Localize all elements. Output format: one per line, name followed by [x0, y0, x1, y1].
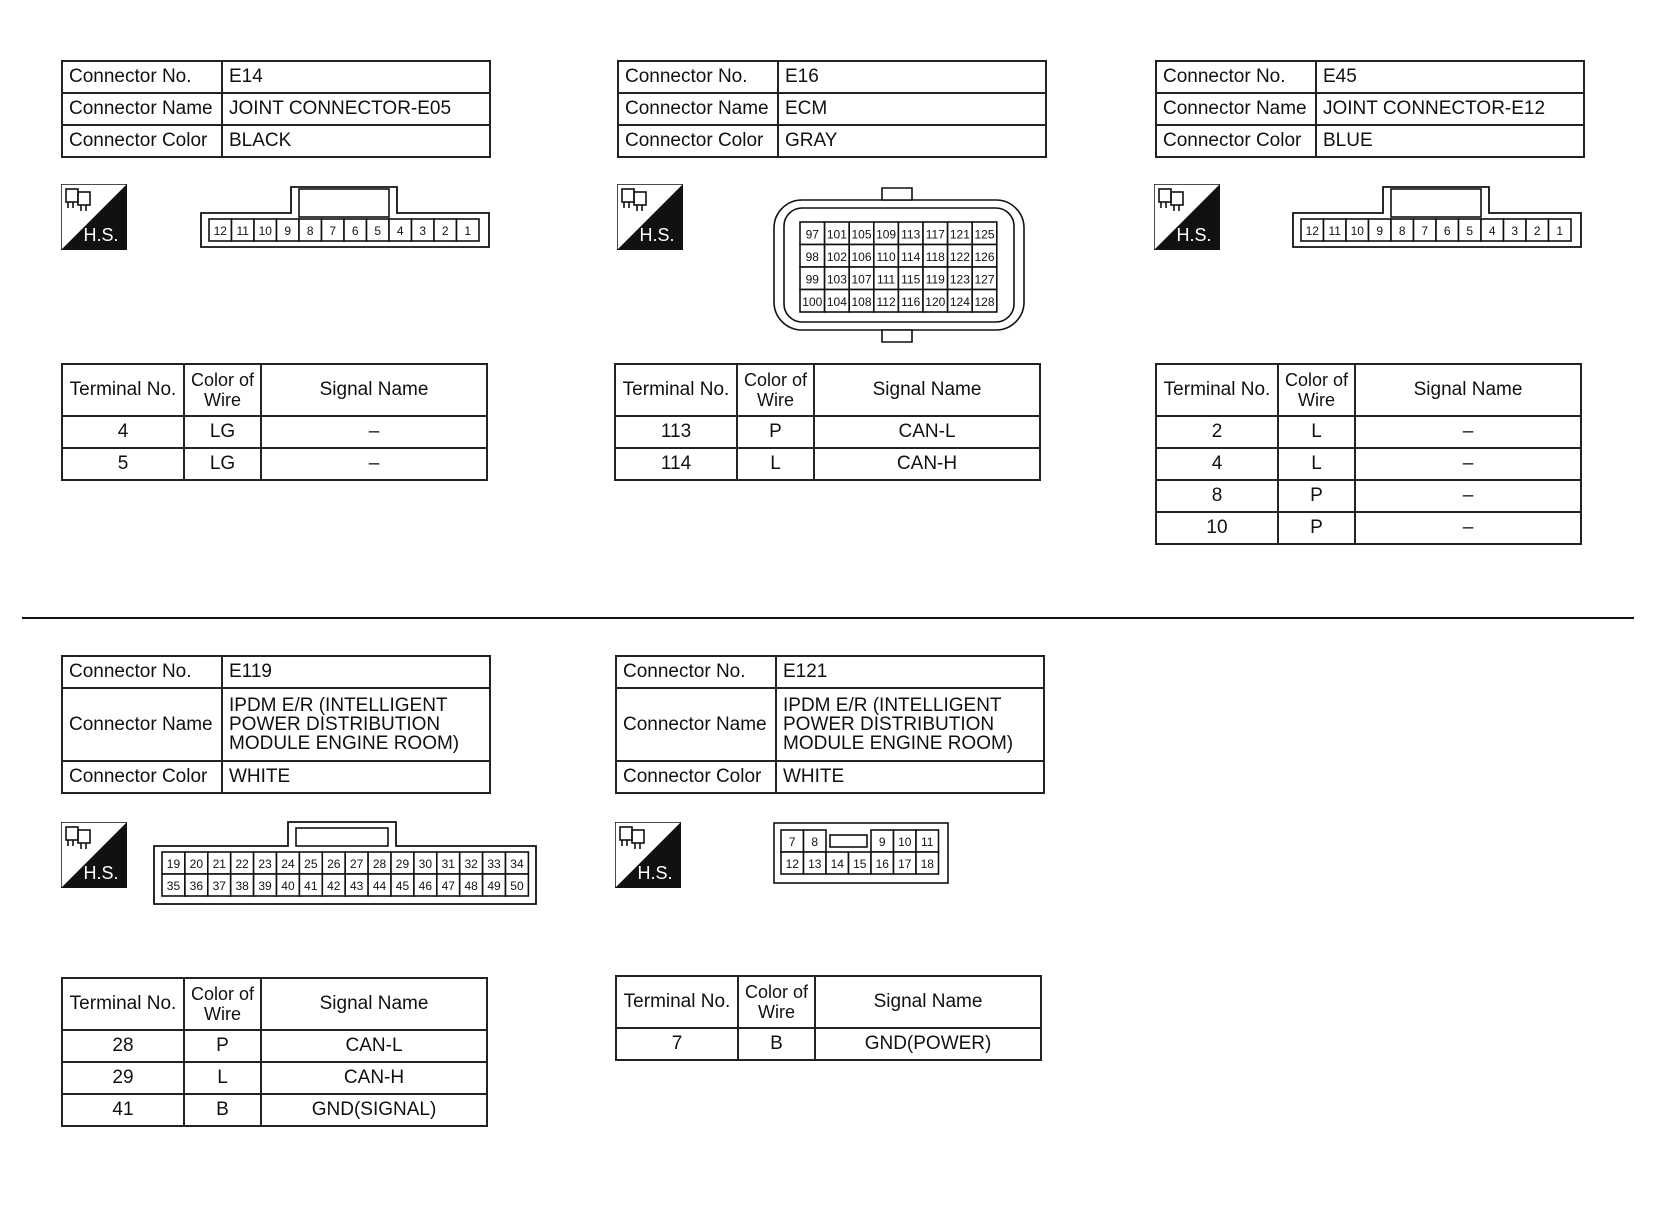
connector-color-label: Connector Color	[618, 125, 778, 157]
pin-number: 45	[395, 879, 410, 893]
pin-number: 114	[901, 249, 921, 264]
table-row: 8 P –	[1156, 480, 1581, 512]
pin-number: 24	[281, 857, 295, 871]
connector-name-label: Connector Name	[1156, 93, 1316, 125]
pin-number: 47	[441, 879, 455, 893]
pin-number: 22	[235, 857, 249, 871]
pin-number: 103	[826, 272, 847, 287]
pin-number: 33	[487, 857, 501, 871]
connector-color-value: BLACK	[222, 125, 490, 157]
connector-name-label: Connector Name	[62, 93, 222, 125]
pin-number: 10	[258, 224, 272, 238]
pin-number: 3	[1511, 224, 1519, 238]
pin-number: 48	[464, 879, 478, 893]
terminal-no-header: Terminal No.	[615, 364, 737, 416]
pin-number: 43	[349, 879, 364, 893]
pin-number: 20	[189, 857, 204, 871]
pin-number: 5	[374, 224, 382, 238]
pin-number: 120	[925, 294, 946, 309]
signal-name-header: Signal Name	[814, 364, 1040, 416]
connector-info-table	[61, 655, 491, 794]
table-row: 2 L –	[1156, 416, 1581, 448]
connector-info-table	[615, 655, 1045, 794]
pin-number: 27	[349, 857, 364, 871]
pin-number: 5	[1466, 224, 1474, 238]
table-row: 29 L CAN-H	[62, 1062, 487, 1094]
pin-number: 46	[418, 879, 433, 893]
pin-number: 21	[212, 857, 226, 871]
pin-number: 9	[1376, 224, 1384, 238]
connector-no-label: Connector No.	[1156, 61, 1316, 93]
harness-side-icon	[1154, 184, 1220, 250]
pin-number: 127	[974, 272, 995, 287]
pin-number: 102	[826, 249, 847, 264]
terminal-no-header: Terminal No.	[62, 364, 184, 416]
connector-name-value: JOINT CONNECTOR-E12	[1316, 93, 1584, 125]
terminal-no-header: Terminal No.	[616, 976, 738, 1028]
connector-no-value: E121	[776, 656, 1044, 688]
connector-name-value: JOINT CONNECTOR-E05	[222, 93, 490, 125]
pin-number: 19	[166, 857, 181, 871]
pin-number: 98	[805, 249, 819, 264]
terminal-no-header: Terminal No.	[62, 978, 184, 1030]
pin-number: 4	[396, 224, 404, 238]
signal-name-header: Signal Name	[261, 364, 487, 416]
connector-no-label: Connector No.	[618, 61, 778, 93]
pin-number: 8	[1398, 224, 1406, 238]
signal-name-header: Signal Name	[1355, 364, 1581, 416]
wire-color-header: Color of Wire	[184, 364, 261, 416]
hs-label: H.S.	[83, 863, 119, 883]
pin-number: 17	[898, 857, 912, 871]
pin-number: 37	[212, 879, 226, 893]
pin-number: 32	[464, 857, 478, 871]
pin-number: 12	[785, 857, 799, 871]
connector-face-e45	[1293, 185, 1583, 249]
connector-color-label: Connector Color	[62, 761, 222, 793]
table-row: 28 P CAN-L	[62, 1030, 487, 1062]
pin-number: 39	[258, 879, 272, 893]
pin-number: 6	[351, 224, 359, 238]
pin-number: 125	[974, 227, 995, 242]
pin-number: 108	[851, 294, 872, 309]
pin-number: 104	[826, 294, 847, 309]
pin-number: 1	[1556, 224, 1564, 238]
table-row: 7 B GND(POWER)	[616, 1028, 1041, 1060]
terminal-table	[61, 977, 488, 1127]
terminal-table	[615, 975, 1042, 1061]
pin-number: 109	[876, 227, 897, 242]
pin-number: 100	[802, 294, 823, 309]
pin-number: 11	[921, 835, 934, 849]
pin-number: 23	[258, 857, 272, 871]
pin-number: 7	[1421, 224, 1429, 238]
connector-no-value: E45	[1316, 61, 1584, 93]
table-row: 114 L CAN-H	[615, 448, 1040, 480]
wire-color-header: Color of Wire	[737, 364, 814, 416]
pin-number: 112	[876, 294, 896, 309]
table-row: 41 B GND(SIGNAL)	[62, 1094, 487, 1126]
wire-color-header: Color of Wire	[1278, 364, 1355, 416]
pin-number: 106	[851, 249, 872, 264]
pin-number: 18	[920, 857, 934, 871]
pin-number: 113	[901, 227, 921, 242]
section-divider	[22, 617, 1634, 619]
pin-number: 11	[236, 224, 249, 238]
pin-number: 101	[826, 227, 847, 242]
connector-info-table	[61, 60, 491, 158]
connector-no-value: E16	[778, 61, 1046, 93]
connector-face-e121	[773, 822, 949, 884]
pin-number: 7	[788, 835, 796, 849]
harness-side-icon	[615, 822, 681, 888]
pin-number: 7	[329, 224, 337, 238]
pin-number: 12	[213, 224, 227, 238]
pin-number: 8	[306, 224, 314, 238]
pin-number: 2	[1533, 224, 1541, 238]
pin-number: 50	[510, 879, 524, 893]
pin-number: 9	[284, 224, 292, 238]
connector-key	[830, 835, 867, 847]
pin-number: 15	[853, 857, 867, 871]
connector-info-table	[1155, 60, 1585, 158]
connector-color-value: GRAY	[778, 125, 1046, 157]
pin-number: 122	[949, 249, 970, 264]
pin-number: 49	[487, 879, 501, 893]
pin-number: 116	[901, 294, 921, 309]
pin-number: 97	[805, 227, 819, 242]
connector-color-label: Connector Color	[1156, 125, 1316, 157]
connector-no-value: E14	[222, 61, 490, 93]
connector-name-value: IPDM E/R (INTELLIGENT POWER DISTRIBUTION MODULE ENGINE ROOM)	[222, 688, 490, 761]
harness-side-icon	[61, 822, 127, 888]
connector-name-label: Connector Name	[62, 688, 222, 761]
table-row: 5 LG –	[62, 448, 487, 480]
terminal-table	[1155, 363, 1582, 545]
pin-number: 11	[1328, 224, 1341, 238]
connector-info-table	[617, 60, 1047, 158]
pin-number: 14	[830, 857, 844, 871]
pin-number: 12	[1305, 224, 1319, 238]
hs-label: H.S.	[1176, 225, 1212, 245]
pin-number: 35	[166, 879, 181, 893]
pin-number: 3	[419, 224, 427, 238]
pin-number: 38	[235, 879, 249, 893]
connector-no-value: E119	[222, 656, 490, 688]
table-row: 4 L –	[1156, 448, 1581, 480]
hs-label: H.S.	[637, 863, 673, 883]
connector-name-value: IPDM E/R (INTELLIGENT POWER DISTRIBUTION MODULE ENGINE ROOM)	[776, 688, 1044, 761]
pin-number: 42	[327, 879, 341, 893]
pin-number: 123	[949, 272, 970, 287]
pin-number: 118	[925, 249, 945, 264]
pin-number: 107	[851, 272, 872, 287]
connector-no-label: Connector No.	[616, 656, 776, 688]
connector-name-label: Connector Name	[618, 93, 778, 125]
connector-no-label: Connector No.	[62, 61, 222, 93]
connector-color-value: WHITE	[776, 761, 1044, 793]
pin-number: 16	[875, 857, 889, 871]
pin-number: 30	[418, 857, 433, 871]
signal-name-header: Signal Name	[261, 978, 487, 1030]
pin-number: 34	[510, 857, 524, 871]
pin-number: 2	[441, 224, 449, 238]
connector-face-e119	[154, 820, 538, 906]
connector-name-value: ECM	[778, 93, 1046, 125]
pin-number: 117	[925, 227, 945, 242]
hs-label: H.S.	[83, 225, 119, 245]
pin-number: 119	[925, 272, 945, 287]
table-row: 10 P –	[1156, 512, 1581, 544]
pin-number: 10	[898, 835, 912, 849]
table-row: 4 LG –	[62, 416, 487, 448]
pin-number: 124	[949, 294, 970, 309]
connector-color-value: BLUE	[1316, 125, 1584, 157]
pin-number: 121	[949, 227, 970, 242]
connector-name-label: Connector Name	[616, 688, 776, 761]
pin-number: 9	[878, 835, 886, 849]
connector-face-e16	[772, 186, 1026, 346]
connector-color-value: WHITE	[222, 761, 490, 793]
pin-number: 41	[304, 879, 318, 893]
pin-number: 126	[974, 249, 995, 264]
pin-number: 10	[1350, 224, 1364, 238]
connector-no-label: Connector No.	[62, 656, 222, 688]
harness-side-icon	[617, 184, 683, 250]
pin-number: 4	[1488, 224, 1496, 238]
connector-color-label: Connector Color	[62, 125, 222, 157]
wire-color-header: Color of Wire	[738, 976, 815, 1028]
pin-number: 40	[281, 879, 295, 893]
pin-number: 44	[372, 879, 387, 893]
terminal-table	[614, 363, 1041, 481]
pin-number: 31	[441, 857, 455, 871]
pin-number: 99	[805, 272, 819, 287]
pin-number: 128	[974, 294, 995, 309]
connector-face-e14	[201, 185, 491, 249]
pin-number: 26	[327, 857, 341, 871]
pin-number: 13	[808, 857, 822, 871]
pin-number: 8	[811, 835, 819, 849]
pin-number: 115	[901, 272, 921, 287]
harness-side-icon	[61, 184, 127, 250]
pin-number: 36	[189, 879, 204, 893]
pin-number: 28	[372, 857, 387, 871]
pin-number: 1	[464, 224, 472, 238]
pin-number: 105	[851, 227, 872, 242]
signal-name-header: Signal Name	[815, 976, 1041, 1028]
pin-number: 6	[1443, 224, 1451, 238]
pin-number: 25	[304, 857, 318, 871]
pin-number: 110	[876, 249, 896, 264]
pin-number: 111	[876, 272, 896, 287]
connector-color-label: Connector Color	[616, 761, 776, 793]
terminal-table	[61, 363, 488, 481]
pin-number: 29	[395, 857, 410, 871]
hs-label: H.S.	[639, 225, 675, 245]
terminal-no-header: Terminal No.	[1156, 364, 1278, 416]
wire-color-header: Color of Wire	[184, 978, 261, 1030]
table-row: 113 P CAN-L	[615, 416, 1040, 448]
